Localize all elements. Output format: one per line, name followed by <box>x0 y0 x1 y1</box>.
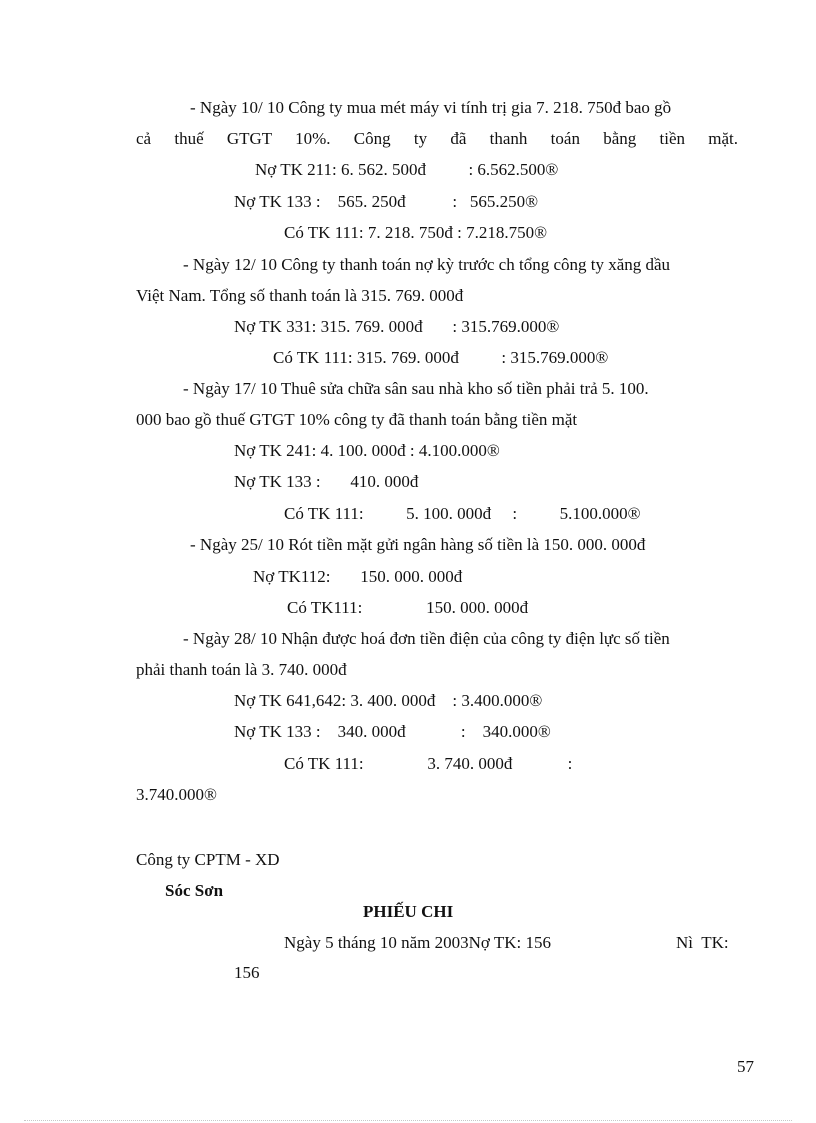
ledger-entry: Có TK111: 150. 000. 000đ <box>287 598 529 617</box>
voucher-date-line: Ngày 5 tháng 10 năm 2003Nợ TK: 156 <box>284 933 551 952</box>
ledger-entry: Nợ TK 641,642: 3. 400. 000đ : 3.400.000® <box>234 691 543 710</box>
text-line: - Ngày 25/ 10 Rót tiền mặt gửi ngân hàng số tiền là 150. 000. 000đ <box>190 535 646 554</box>
text-line: - Ngày 28/ 10 Nhận được hoá đơn tiền điện của công ty điện lực số tiền <box>183 629 670 648</box>
text-line: cả thuế GTGT 10%. Công ty đã thanh toán bằng tiền mặt. <box>136 129 738 148</box>
ledger-entry: 3.740.000® <box>136 785 217 804</box>
ledger-entry: Có TK 111: 7. 218. 750đ : 7.218.750® <box>284 223 548 242</box>
ledger-entry: Có TK 111: 315. 769. 000đ : 315.769.000® <box>273 348 609 367</box>
ledger-entry: Nợ TK 133 : 410. 000đ <box>234 472 419 491</box>
ledger-entry: Nợ TK 241: 4. 100. 000đ : 4.100.000® <box>234 441 500 460</box>
voucher-title: PHIẾU CHI <box>363 902 454 921</box>
bottom-divider <box>24 1120 792 1121</box>
ledger-entry: Nợ TK 211: 6. 562. 500đ : 6.562.500® <box>255 160 559 179</box>
company-location: Sóc Sơn <box>165 881 224 900</box>
ledger-entry: Nợ TK 331: 315. 769. 000đ : 315.769.000® <box>234 317 560 336</box>
ledger-entry: Có TK 111: 3. 740. 000đ : <box>284 754 573 773</box>
ledger-entry: Nợ TK112: 150. 000. 000đ <box>253 567 463 586</box>
ledger-entry: Nợ TK 133 : 340. 000đ : 340.000® <box>234 722 551 741</box>
ledger-entry: Nợ TK 133 : 565. 250đ : 565.250® <box>234 192 538 211</box>
text-line: 000 bao gồ thuế GTGT 10% công ty đã thanh toán bằng tiền mặt <box>136 410 578 429</box>
page-number: 57 <box>737 1057 754 1076</box>
company-name: Công ty CPTM - XD <box>136 850 280 869</box>
text-line: - Ngày 17/ 10 Thuê sửa chữa sân sau nhà kho số tiền phải trả 5. 100. <box>183 379 649 398</box>
text-line: - Ngày 12/ 10 Công ty thanh toán nợ kỳ trước ch tổng công ty xăng dầu <box>183 255 671 274</box>
ledger-entry: Có TK 111: 5. 100. 000đ : 5.100.000® <box>284 504 641 523</box>
text-line: phải thanh toán là 3. 740. 000đ <box>136 660 347 679</box>
text-line: - Ngày 10/ 10 Công ty mua mét máy vi tính trị gia 7. 218. 750đ bao gồ <box>190 98 672 117</box>
text-line: Việt Nam. Tổng số thanh toán là 315. 769. 000đ <box>136 286 464 305</box>
voucher-credit-value: 156 <box>234 963 260 982</box>
voucher-credit-label: Nì TK: <box>676 933 729 952</box>
